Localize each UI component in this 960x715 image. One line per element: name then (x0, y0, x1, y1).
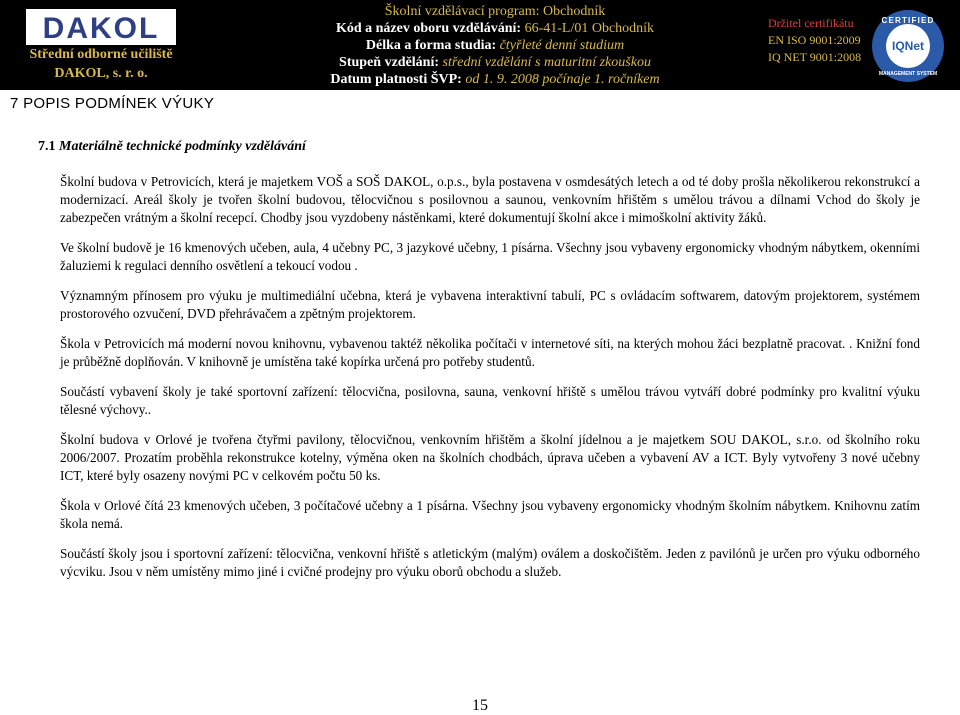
school-company: DAKOL, s. r. o. (54, 66, 148, 81)
level-label: Stupeň vzdělání: (339, 55, 440, 70)
certified-seal-icon (870, 8, 946, 84)
paragraph: Škola v Orlové čítá 23 kmenových učeben, 3 počítačové učebny a 1 písárna. Všechny jsou vybaveny ergonomicky vhodným školním nábytkem. Knihovnu zatím škola nemá. (60, 498, 920, 531)
paragraph: Součástí vybavení školy je také sportovní zařízení: tělocvična, posilovna, sauna, venkovní hřiště s umělou trávou vytváří dobré podmínky pro kvalitní výuku tělesné výchovy.. (60, 384, 920, 417)
duration-row (300, 37, 690, 54)
duration-value: čtyřleté denní studium (499, 38, 625, 53)
seal-top-text: CERTIFIED (881, 16, 935, 25)
paragraph: Součástí školy jsou i sportovní zařízení: tělocvična, venkovní hřiště s atletickým (malým) oválem a doskočištěm. Jeden z pavilónů je určen pro výuku odborného výcviku. Jsou v něm umístěny mimo jiné i cvičné prodejny pro výuku oborů obchodu a služeb. (60, 546, 920, 579)
school-logo (6, 4, 182, 82)
cert-line-iso: EN ISO 9001:2009 (768, 33, 861, 47)
level-value: střední vzdělání s maturitní zkouškou (442, 55, 651, 70)
seal-bottom-text: MANAGEMENT SYSTEM (878, 71, 938, 77)
field-value: 66-41-L/01 Obchodník (524, 21, 655, 36)
logo-text: DAKOL (42, 12, 160, 45)
paragraph: Významným přínosem pro výuku je multimediální učebna, která je vybavena interaktivní tabulí, PC s ovládacím softwarem, datovým projektorem, systémem prostorového ozvučení, DVD přehrávačem a zpětným projektorem. (60, 288, 920, 321)
duration-label: Délka a forma studia: (365, 38, 497, 53)
validity-row (300, 71, 690, 88)
certificate-info (768, 15, 861, 66)
field-row (300, 20, 690, 37)
dakol-logo-icon (26, 9, 176, 45)
validity-label: Datum platnosti ŠVP: (330, 72, 462, 87)
paragraph: Školní budova v Petrovicích, která je majetkem VOŠ a SOŠ DAKOL, o.p.s., byla postavena v osmdesátých letech a od té doby prošla několikerou rekonstrukcí a modernizací. Areál školy je tvořen školní budovou, tělocvičnou s posilovnou a saunou, venkovním hřištěm s umělou trávou a dílnami Vchod do školy je zabezpečen vrátným a školní recepcí. Chodby jsou vyzdobeny nástěnkami, které dokumentují školní akce i mimoškolní aktivity žáků. (60, 174, 920, 225)
cert-line-iqnet: IQ NET 9001:2008 (768, 50, 862, 64)
school-name: Střední odborné učiliště (29, 47, 173, 62)
cert-title: Držitel certifikátu (768, 16, 854, 30)
level-row (300, 54, 690, 71)
paragraph: Školní budova v Orlové je tvořena čtyřmi pavilony, tělocvičnou, venkovním hřištěm a školní jídelnou a je majetkem SOU DAKOL, s.r.o. od školního roku 2006/2007. Prozatím proběhla rekonstrukce kotelny, výměna oken na školních chodbách, úprava učeben a vybavení AV a ICT. Byly vytvořeny 3 nové učebny ICT, které byly osazeny novými PC v celkovém počtu 50 ks. (60, 432, 920, 483)
program-title: Školní vzdělávací program: Obchodník (384, 4, 606, 19)
paragraph: Škola v Petrovicích má moderní novou knihovnu, vybavenou taktéž několika počítači v internetové síti, na kterých mohou žáci bezplatně pracovat. . Knižní fond je průběžně doplňován. V knihovně je umístěna také kopírka určená pro potřeby studentů. (60, 336, 920, 369)
body-text (60, 173, 920, 593)
field-label: Kód a název oboru vzdělávání: (335, 21, 522, 36)
program-info (300, 3, 690, 88)
subsection-title: Materiálně technické podmínky vzdělávání (59, 139, 306, 154)
subsection-number: 7.1 (38, 139, 56, 154)
paragraph: Ve školní budově je 16 kmenových učeben, aula, 4 učebny PC, 3 jazykové učebny, 1 písárna. Všechny jsou vybaveny ergonomicky vhodným nábytkem, okenními žaluziemi k regulaci denního osvětlení a tekoucí vodou . (60, 240, 920, 273)
document-header (0, 0, 960, 90)
validity-value: od 1. 9. 2008 počínaje 1. ročníkem (465, 72, 660, 87)
page-number: 15 (472, 697, 488, 714)
subsection-heading (38, 139, 306, 155)
section-heading: 7 POPIS PODMÍNEK VÝUKY (10, 95, 215, 112)
seal-mid-text: IQNet (891, 39, 925, 53)
